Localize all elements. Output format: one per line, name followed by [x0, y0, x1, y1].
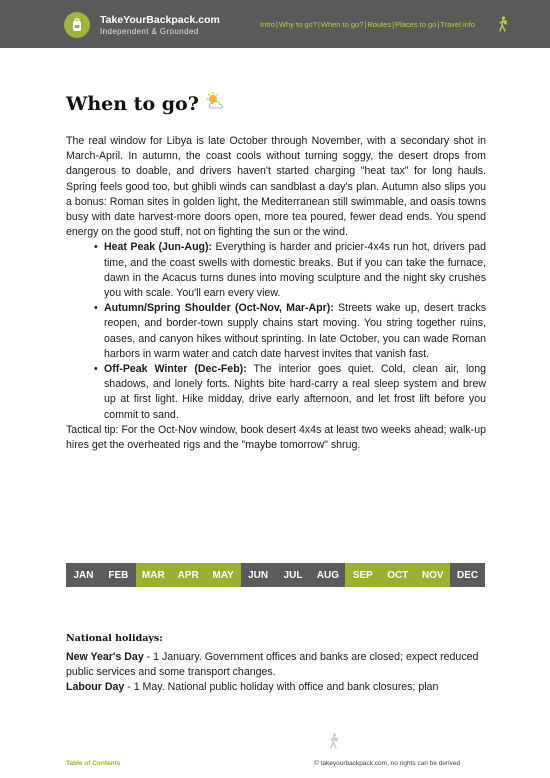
- nav-separator: |: [276, 20, 278, 29]
- list-item: [104, 301, 486, 362]
- hiker-icon: [328, 733, 340, 754]
- month-cell-mar: MAR: [136, 563, 171, 587]
- nav-link-travel-info[interactable]: Travel info: [440, 20, 476, 29]
- brand-name[interactable]: TakeYourBackpack.com: [100, 14, 220, 26]
- month-cell-jan: JAN: [66, 563, 101, 587]
- backpack-logo-icon[interactable]: [64, 12, 90, 38]
- month-cell-jun: JUN: [241, 563, 276, 587]
- brand-tagline: Independent & Grounded: [100, 27, 199, 36]
- nav-link-intro[interactable]: Intro: [260, 20, 276, 29]
- list-item: [66, 650, 486, 680]
- month-cell-dec: DEC: [450, 563, 485, 587]
- month-cell-apr: APR: [171, 563, 206, 587]
- season-list: [104, 240, 486, 422]
- page-title: [66, 92, 225, 115]
- season-description: Streets wake up, desert tracks reopen, and border-town supply chains start moving. You string together ruins, oases, and canyon hikes without sprinting. In late October, you can wade Roman harbors in warm water and catch date harvest invites that vanish fast.: [104, 302, 486, 360]
- intro-paragraph: The real window for Libya is late October through November, with a secondary shot in March-April. In autumn, the coast cools without turning soggy, the desert drops from dangerous to doable, and drivers haven't started charging "heat tax" for long hauls. Spring feels good too, but ghibli winds can sandblast a day's plan. Autumn also slips you a bonus: Roman sites in golden light, the Mediterranean still swimmable, and oasis towns busy with date harvest-more doors open, more tea poured, fewer dead ends. You spend energy on the good stuff, not on fighting the sun or the wind.: [66, 135, 486, 239]
- month-cell-jul: JUL: [276, 563, 311, 587]
- list-item: [104, 240, 486, 301]
- season-description: The interior goes quiet. Cold, clean air, long shadows, and lonely forts. Nights bite hard-carry a real sleep system and brew up at first light. Hike midday, drive early afternoon, and let frost lift before you commit to sand.: [104, 363, 486, 421]
- month-cell-sep: SEP: [345, 563, 380, 587]
- nav-separator: |: [364, 20, 367, 29]
- nav-link-why-to-go[interactable]: Why to go?: [278, 20, 317, 29]
- holidays-heading: National holidays:: [66, 633, 163, 644]
- month-cell-aug: AUG: [310, 563, 345, 587]
- nav-link-routes[interactable]: Routes: [367, 20, 392, 29]
- month-cell-oct: OCT: [380, 563, 415, 587]
- nav-separator: |: [392, 20, 395, 29]
- hiker-icon: [497, 16, 509, 37]
- page-title-text: When to go?: [66, 92, 199, 115]
- list-item: [104, 362, 486, 423]
- season-description: Everything is harder and pricier-4x4s run hot, drivers pad time, and the coast swells with domestic breaks. But if you can take the furnace, dawn in the Acacus turns dunes into moving sculpture and the night sky crushes you with scale. You'll earn every view.: [104, 241, 486, 300]
- top-navigation: [260, 20, 475, 29]
- when-to-go-content: [66, 134, 486, 453]
- nav-separator: |: [317, 20, 320, 29]
- copyright-notice: © takeyourbackpack.com, no rights can be derived: [314, 760, 461, 767]
- season-name: Autumn/Spring Shoulder (Oct-Nov, Mar-Apr):: [104, 302, 334, 315]
- nav-link-places-to-go[interactable]: Places to go: [395, 20, 437, 29]
- list-item: [66, 680, 486, 695]
- holiday-name: Labour Day: [66, 681, 125, 694]
- sun-cloud-icon: [205, 92, 225, 115]
- month-cell-feb: FEB: [101, 563, 136, 587]
- holiday-name: New Year's Day: [66, 651, 144, 663]
- season-name: Off-Peak Winter (Dec-Feb):: [104, 363, 247, 376]
- holiday-description: - 1 January. Government offices and banks are closed; expect reduced public services and some transport changes.: [66, 651, 479, 679]
- month-cell-may: MAY: [206, 563, 241, 587]
- tactical-tip: Tactical tip: For the Oct-Nov window, book desert 4x4s at least two weeks ahead; walk-up hires get the overheated rigs and the "maybe tomorrow" shrug.: [66, 423, 486, 452]
- table-of-contents-link[interactable]: Table of Contents: [66, 760, 121, 767]
- season-name: Heat Peak (Jun-Aug):: [104, 241, 213, 254]
- holiday-description: - 1 May. National public holiday with office and bank closures; plan: [124, 681, 439, 694]
- page-header: [0, 0, 550, 48]
- month-cell-nov: NOV: [415, 563, 450, 587]
- nav-separator: |: [437, 20, 440, 29]
- month-calendar-bar: [66, 563, 485, 587]
- holidays-list: [66, 650, 486, 696]
- nav-link-when-to-go[interactable]: When to go?: [320, 20, 364, 29]
